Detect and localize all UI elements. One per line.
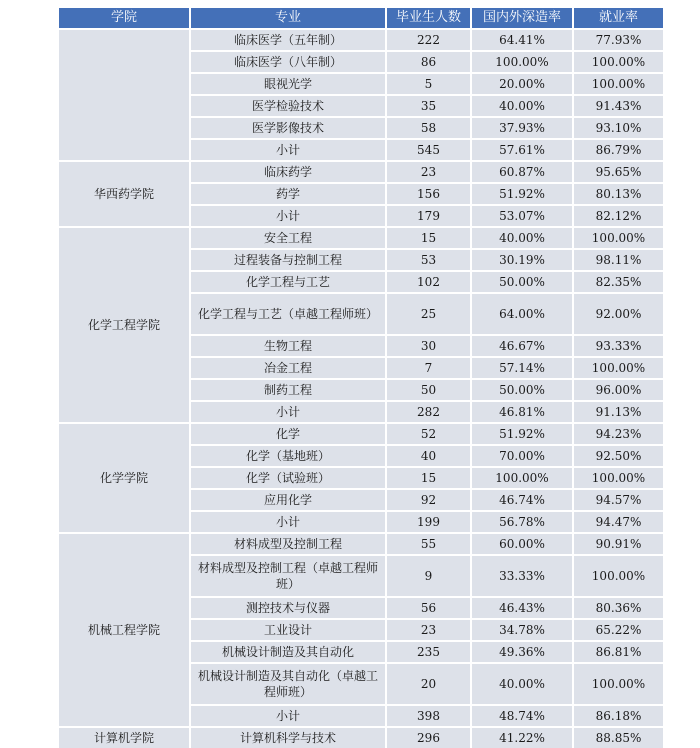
graduates-cell: 35: [387, 96, 470, 116]
header-employment-rate: 就业率: [574, 8, 663, 28]
subtotal-label: 小计: [191, 206, 385, 226]
subtotal-label: 小计: [191, 402, 385, 422]
employment-rate-cell: 82.35%: [574, 272, 663, 292]
employment-rate-cell: 100.00%: [574, 556, 663, 596]
study-rate-cell: 37.93%: [472, 118, 572, 138]
employment-rate-cell: 94.23%: [574, 424, 663, 444]
college-cell: [59, 30, 189, 160]
study-rate-cell: 34.78%: [472, 620, 572, 640]
graduates-cell: 58: [387, 118, 470, 138]
major-cell: 医学影像技术: [191, 118, 385, 138]
study-rate-cell: 46.74%: [472, 490, 572, 510]
employment-rate-cell: 94.57%: [574, 490, 663, 510]
employment-rate-cell: 95.65%: [574, 162, 663, 182]
employment-rate-cell: 82.12%: [574, 206, 663, 226]
graduates-cell: 50: [387, 380, 470, 400]
header-graduates: 毕业生人数: [387, 8, 470, 28]
employment-rate-cell: 98.11%: [574, 250, 663, 270]
graduates-cell: 15: [387, 468, 470, 488]
graduates-cell: 235: [387, 642, 470, 662]
major-cell: 过程装备与控制工程: [191, 250, 385, 270]
employment-rate-cell: 100.00%: [574, 228, 663, 248]
study-rate-cell: 100.00%: [472, 52, 572, 72]
graduates-cell: 199: [387, 512, 470, 532]
major-cell: 制药工程: [191, 380, 385, 400]
employment-rate-cell: 93.33%: [574, 336, 663, 356]
study-rate-cell: 50.00%: [472, 272, 572, 292]
graduates-cell: 102: [387, 272, 470, 292]
subtotal-label: 小计: [191, 706, 385, 726]
study-rate-cell: 40.00%: [472, 228, 572, 248]
study-rate-cell: 40.00%: [472, 96, 572, 116]
employment-rate-cell: 80.36%: [574, 598, 663, 618]
employment-rate-cell: 80.13%: [574, 184, 663, 204]
graduates-cell: 9: [387, 556, 470, 596]
graduates-cell: 222: [387, 30, 470, 50]
study-rate-cell: 46.67%: [472, 336, 572, 356]
graduates-cell: 30: [387, 336, 470, 356]
employment-rate-cell: 100.00%: [574, 358, 663, 378]
major-cell: 应用化学: [191, 490, 385, 510]
graduates-cell: 92: [387, 490, 470, 510]
graduates-cell: 398: [387, 706, 470, 726]
study-rate-cell: 46.43%: [472, 598, 572, 618]
study-rate-cell: 60.87%: [472, 162, 572, 182]
subtotal-label: 小计: [191, 140, 385, 160]
employment-rate-cell: 100.00%: [574, 74, 663, 94]
graduate-statistics-table: [59, 8, 655, 748]
graduates-cell: 52: [387, 424, 470, 444]
study-rate-cell: 20.00%: [472, 74, 572, 94]
study-rate-cell: 46.81%: [472, 402, 572, 422]
employment-rate-cell: 91.43%: [574, 96, 663, 116]
major-cell: 化学工程与工艺（卓越工程师班）: [191, 294, 385, 334]
study-rate-cell: 33.33%: [472, 556, 572, 596]
study-rate-cell: 60.00%: [472, 534, 572, 554]
employment-rate-cell: 92.00%: [574, 294, 663, 334]
employment-rate-cell: 86.79%: [574, 140, 663, 160]
employment-rate-cell: 86.81%: [574, 642, 663, 662]
graduates-cell: 179: [387, 206, 470, 226]
college-cell: 计算机学院: [59, 728, 189, 748]
employment-rate-cell: 88.85%: [574, 728, 663, 748]
study-rate-cell: 64.41%: [472, 30, 572, 50]
major-cell: 材料成型及控制工程: [191, 534, 385, 554]
major-cell: 工业设计: [191, 620, 385, 640]
study-rate-cell: 56.78%: [472, 512, 572, 532]
employment-rate-cell: 100.00%: [574, 664, 663, 704]
major-cell: 临床药学: [191, 162, 385, 182]
major-cell: 医学检验技术: [191, 96, 385, 116]
study-rate-cell: 57.61%: [472, 140, 572, 160]
major-cell: 测控技术与仪器: [191, 598, 385, 618]
college-cell: 化学学院: [59, 424, 189, 532]
graduates-cell: 25: [387, 294, 470, 334]
major-cell: 材料成型及控制工程（卓越工程师班）: [191, 556, 385, 596]
college-cell: 化学工程学院: [59, 228, 189, 422]
study-rate-cell: 53.07%: [472, 206, 572, 226]
study-rate-cell: 51.92%: [472, 184, 572, 204]
graduates-cell: 7: [387, 358, 470, 378]
employment-rate-cell: 91.13%: [574, 402, 663, 422]
major-cell: 安全工程: [191, 228, 385, 248]
major-cell: 化学: [191, 424, 385, 444]
study-rate-cell: 40.00%: [472, 664, 572, 704]
employment-rate-cell: 100.00%: [574, 52, 663, 72]
major-cell: 机械设计制造及其自动化: [191, 642, 385, 662]
graduates-cell: 56: [387, 598, 470, 618]
study-rate-cell: 50.00%: [472, 380, 572, 400]
graduates-cell: 53: [387, 250, 470, 270]
study-rate-cell: 41.22%: [472, 728, 572, 748]
major-cell: 临床医学（五年制）: [191, 30, 385, 50]
graduates-cell: 55: [387, 534, 470, 554]
college-cell: 华西药学院: [59, 162, 189, 226]
employment-rate-cell: 94.47%: [574, 512, 663, 532]
major-cell: 冶金工程: [191, 358, 385, 378]
subtotal-label: 小计: [191, 512, 385, 532]
major-cell: 临床医学（八年制）: [191, 52, 385, 72]
study-rate-cell: 70.00%: [472, 446, 572, 466]
study-rate-cell: 51.92%: [472, 424, 572, 444]
major-cell: 药学: [191, 184, 385, 204]
employment-rate-cell: 93.10%: [574, 118, 663, 138]
major-cell: 计算机科学与技术: [191, 728, 385, 748]
graduates-cell: 156: [387, 184, 470, 204]
major-cell: 化学工程与工艺: [191, 272, 385, 292]
employment-rate-cell: 96.00%: [574, 380, 663, 400]
graduates-cell: 23: [387, 620, 470, 640]
study-rate-cell: 49.36%: [472, 642, 572, 662]
graduates-cell: 545: [387, 140, 470, 160]
major-cell: 机械设计制造及其自动化（卓越工程师班）: [191, 664, 385, 704]
major-cell: 化学（试验班）: [191, 468, 385, 488]
graduates-cell: 296: [387, 728, 470, 748]
graduates-cell: 15: [387, 228, 470, 248]
employment-rate-cell: 92.50%: [574, 446, 663, 466]
study-rate-cell: 30.19%: [472, 250, 572, 270]
major-cell: 生物工程: [191, 336, 385, 356]
graduates-cell: 5: [387, 74, 470, 94]
employment-rate-cell: 65.22%: [574, 620, 663, 640]
study-rate-cell: 64.00%: [472, 294, 572, 334]
graduates-cell: 20: [387, 664, 470, 704]
graduates-cell: 23: [387, 162, 470, 182]
employment-rate-cell: 100.00%: [574, 468, 663, 488]
graduates-cell: 40: [387, 446, 470, 466]
study-rate-cell: 48.74%: [472, 706, 572, 726]
header-college: 学院: [59, 8, 189, 28]
major-cell: 眼视光学: [191, 74, 385, 94]
study-rate-cell: 100.00%: [472, 468, 572, 488]
college-cell: 机械工程学院: [59, 534, 189, 726]
header-major: 专业: [191, 8, 385, 28]
major-cell: 化学（基地班）: [191, 446, 385, 466]
employment-rate-cell: 77.93%: [574, 30, 663, 50]
graduates-cell: 86: [387, 52, 470, 72]
graduates-cell: 282: [387, 402, 470, 422]
study-rate-cell: 57.14%: [472, 358, 572, 378]
header-study-rate: 国内外深造率: [472, 8, 572, 28]
employment-rate-cell: 86.18%: [574, 706, 663, 726]
employment-rate-cell: 90.91%: [574, 534, 663, 554]
